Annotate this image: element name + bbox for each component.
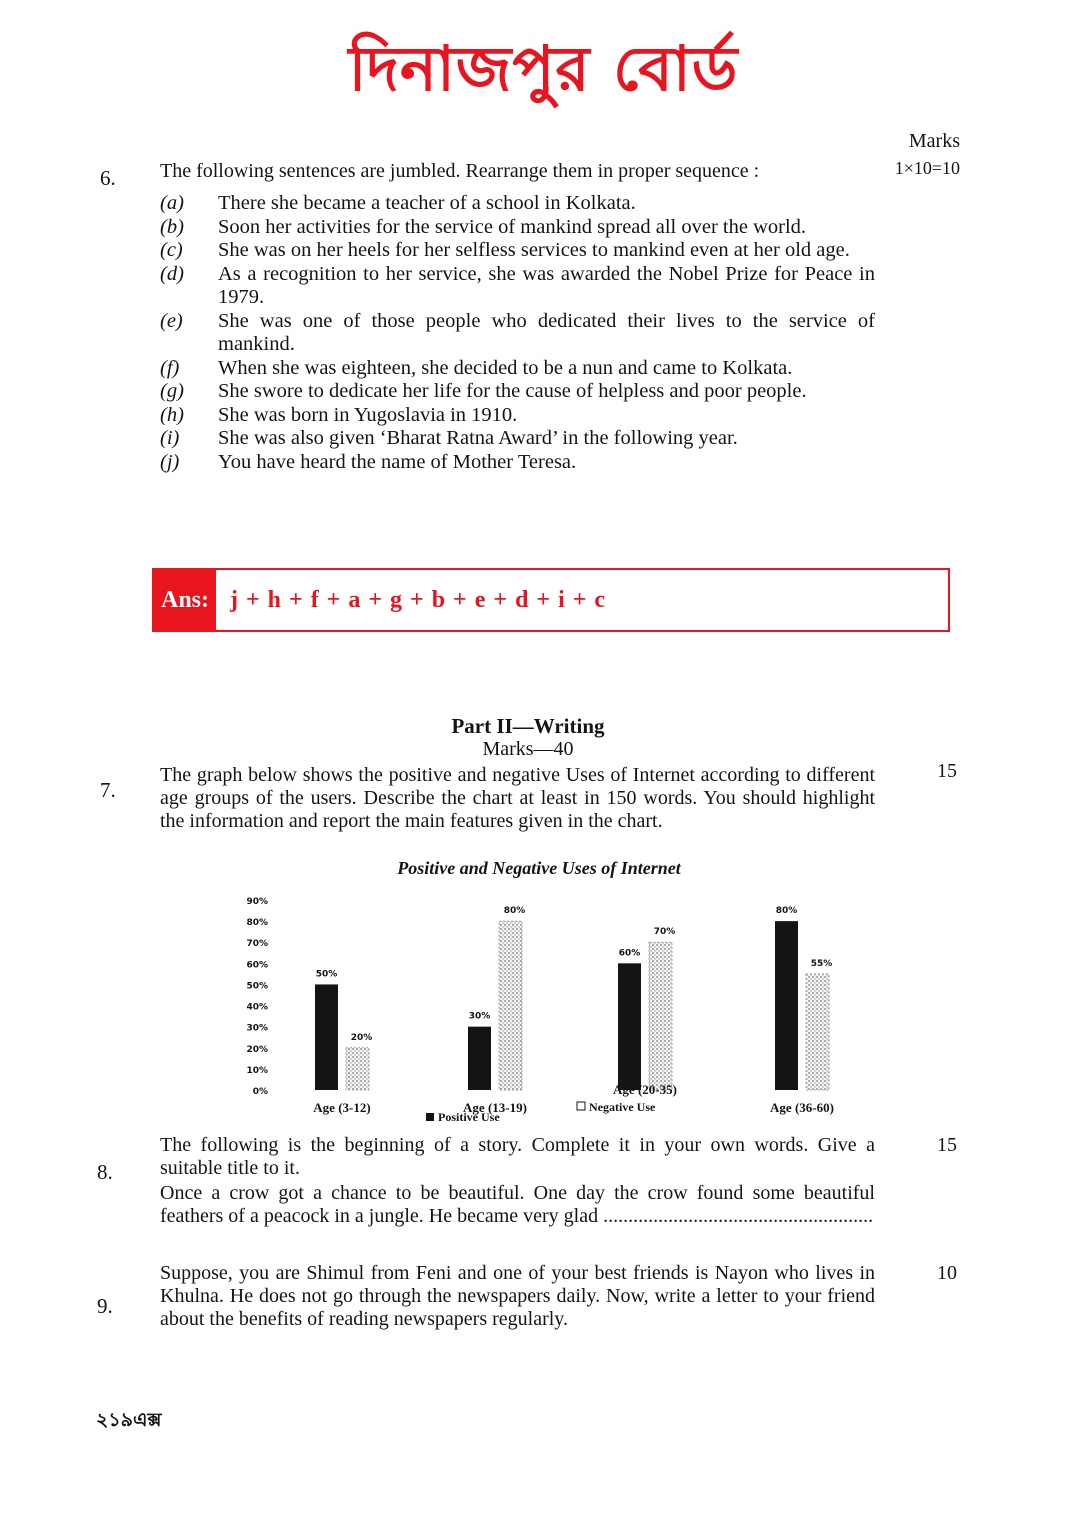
list-item xyxy=(160,357,875,381)
page-title: দিনাজপুর বোর্ড xyxy=(348,32,739,105)
question-marks: 10 xyxy=(937,1262,957,1284)
question-text: The following sentences are jumbled. Rearrange them in proper sequence : xyxy=(160,160,760,182)
negative-value-label: 55% xyxy=(810,958,833,969)
y-tick-label: 60% xyxy=(246,960,268,971)
jumbled-sentence-list xyxy=(160,192,875,474)
category-label: Age (3-12) xyxy=(313,1100,371,1115)
legend-positive-label: Positive Use xyxy=(438,1110,500,1124)
positive-use-bar xyxy=(468,1027,491,1090)
section-title: Part II—Writing xyxy=(451,714,605,738)
negative-value-label: 20% xyxy=(350,1032,373,1043)
question-text: The graph below shows the positive and negative Uses of Internet according to different age groups of the users. Describe the chart at least in 150 words. You should highlight the information and report the main features given in the chart. xyxy=(160,764,875,832)
item-label: (a) xyxy=(160,192,184,214)
list-item xyxy=(160,263,875,310)
answer-sequence: j + h + f + a + g + b + e + d + i + c xyxy=(230,586,607,613)
positive-value-label: 60% xyxy=(618,948,641,959)
y-tick-label: 40% xyxy=(246,1002,268,1013)
list-item xyxy=(160,192,875,216)
item-text: She swore to dedicate her life for the cause of helpless and poor people. xyxy=(218,380,807,402)
y-tick-label: 80% xyxy=(246,918,268,929)
y-tick-label: 50% xyxy=(246,981,268,992)
question-number: 6. xyxy=(100,166,116,190)
item-text: She was also given ‘Bharat Ratna Award’ in the following year. xyxy=(218,427,738,449)
negative-use-bar xyxy=(806,974,829,1090)
item-label: (e) xyxy=(160,309,183,332)
item-text: As a recognition to her service, she was awarded the Nobel Prize for Peace in 1979. xyxy=(218,262,875,308)
positive-use-bar xyxy=(315,984,338,1090)
positive-use-bar xyxy=(775,921,798,1090)
legend-positive-swatch xyxy=(426,1113,434,1121)
list-item xyxy=(160,404,875,428)
positive-use-bar xyxy=(618,963,641,1090)
item-label: (c) xyxy=(160,239,183,261)
legend-negative-label: Negative Use xyxy=(589,1100,656,1114)
item-text: There she became a teacher of a school in Kolkata. xyxy=(218,192,636,214)
question-marks: 15 xyxy=(937,760,957,782)
item-text: She was born in Yugoslavia in 1910. xyxy=(218,403,518,426)
negative-use-bar xyxy=(499,921,522,1090)
answer-label: Ans: xyxy=(154,570,216,630)
category-label: Age (20-35) xyxy=(613,1082,677,1097)
question-number: 7. xyxy=(100,778,116,802)
marks-column-heading: Marks xyxy=(908,130,960,152)
y-tick-label: 30% xyxy=(246,1023,268,1034)
negative-value-label: 80% xyxy=(503,906,526,917)
list-item xyxy=(160,239,875,263)
item-label: (h) xyxy=(160,403,184,426)
bar-chart xyxy=(220,880,880,1130)
negative-use-bar xyxy=(346,1048,369,1090)
question-text: Suppose, you are Shimul from Feni and one of your best friends is Nayon who lives in Khulna. He does not go through the newspapers daily. Now, write a letter to your friend about the benefits of reading newspapers regularly. xyxy=(160,1262,875,1330)
item-label: (g) xyxy=(160,380,184,402)
question-text: The following is the beginning of a story. Complete it in your own words. Give a suitable title to it. xyxy=(160,1134,875,1179)
list-item xyxy=(160,310,875,357)
positive-value-label: 30% xyxy=(468,1011,491,1022)
item-text: Soon her activities for the service of mankind spread all over the world. xyxy=(218,215,807,238)
item-label: (b) xyxy=(160,215,184,238)
list-item xyxy=(160,216,875,240)
question-number: 8. xyxy=(97,1160,113,1184)
chart-title: Positive and Negative Uses of Internet xyxy=(397,858,681,878)
item-label: (i) xyxy=(160,427,180,449)
item-label: (f) xyxy=(160,356,180,379)
question-marks: 1×10=10 xyxy=(894,158,960,178)
y-tick-label: 90% xyxy=(246,897,268,907)
y-tick-label: 10% xyxy=(246,1065,268,1076)
legend-negative-swatch xyxy=(577,1102,585,1110)
question-marks: 15 xyxy=(937,1134,957,1156)
item-label: (j) xyxy=(160,450,180,473)
question-number: 9. xyxy=(97,1294,113,1318)
page-code: ২১৯এক্স xyxy=(96,1409,162,1431)
item-text: She was one of those people who dedicated their lives to the service of mankind. xyxy=(218,309,875,355)
answer-box xyxy=(152,568,950,632)
positive-value-label: 80% xyxy=(775,906,798,917)
negative-value-label: 70% xyxy=(653,927,676,938)
item-label: (d) xyxy=(160,262,184,285)
list-item xyxy=(160,380,875,404)
list-item xyxy=(160,427,875,451)
item-text: You have heard the name of Mother Teresa. xyxy=(218,450,577,473)
y-tick-label: 0% xyxy=(252,1087,268,1097)
category-label: Age (36-60) xyxy=(770,1100,834,1115)
y-tick-label: 20% xyxy=(246,1044,268,1055)
item-text: When she was eighteen, she decided to be a nun and came to Kolkata. xyxy=(218,356,793,379)
list-item xyxy=(160,451,875,475)
story-beginning: Once a crow got a chance to be beautiful. One day the crow found some beautiful feathers of a peacock in a jungle. He became very glad ...................................................... xyxy=(160,1182,875,1227)
section-marks: Marks—40 xyxy=(482,738,574,760)
negative-use-bar xyxy=(649,942,672,1090)
category-label: Age (13-19) xyxy=(463,1100,527,1115)
positive-value-label: 50% xyxy=(315,969,338,980)
y-tick-label: 70% xyxy=(246,939,268,950)
item-text: She was on her heels for her selfless services to mankind even at her old age. xyxy=(218,239,850,261)
